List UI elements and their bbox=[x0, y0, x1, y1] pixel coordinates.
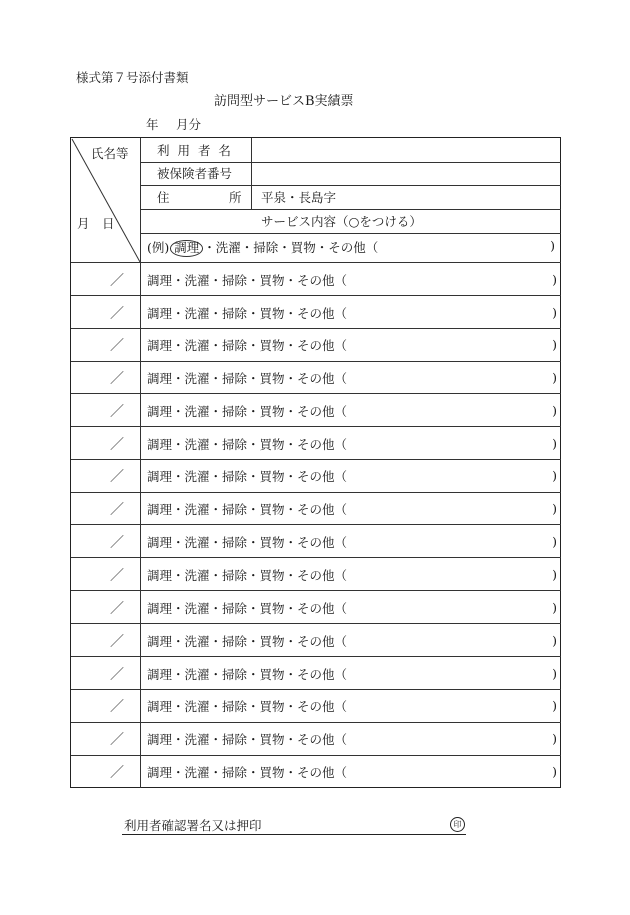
service-options[interactable]: 調理・洗濯・掃除・買物・その他（ bbox=[147, 370, 348, 386]
date-slash: ／ bbox=[110, 567, 124, 584]
period-month-label: 月分 bbox=[176, 117, 202, 132]
service-row[interactable] bbox=[71, 296, 562, 329]
example-close-paren: ) bbox=[550, 238, 555, 253]
period-year-label: 年 bbox=[146, 117, 159, 132]
date-slash: ／ bbox=[110, 501, 124, 518]
close-paren: ) bbox=[552, 436, 557, 451]
example-row bbox=[147, 240, 378, 257]
service-options[interactable]: 調理・洗濯・掃除・買物・その他（ bbox=[147, 501, 348, 517]
service-row[interactable] bbox=[71, 689, 562, 722]
service-row[interactable] bbox=[71, 459, 562, 492]
date-slash: ／ bbox=[110, 370, 124, 387]
service-row[interactable] bbox=[71, 492, 562, 525]
close-paren: ) bbox=[552, 337, 557, 352]
service-options[interactable]: 調理・洗濯・掃除・買物・その他（ bbox=[147, 567, 348, 583]
service-options[interactable]: 調理・洗濯・掃除・買物・その他（ bbox=[147, 436, 348, 452]
close-paren: ) bbox=[552, 305, 557, 320]
service-content-header: サービス内容（○をつける） bbox=[261, 214, 422, 229]
service-row[interactable] bbox=[71, 591, 562, 624]
label-column-divider bbox=[251, 138, 252, 209]
address-label-left: 住 bbox=[157, 190, 170, 205]
close-paren: ) bbox=[552, 633, 557, 648]
service-row[interactable] bbox=[71, 361, 562, 394]
service-options[interactable]: 調理・洗濯・掃除・買物・その他（ bbox=[147, 698, 348, 714]
close-paren: ) bbox=[552, 403, 557, 418]
service-options[interactable]: 調理・洗濯・掃除・買物・その他（ bbox=[147, 534, 348, 550]
service-row[interactable] bbox=[71, 657, 562, 690]
date-slash: ／ bbox=[110, 731, 124, 748]
date-slash: ／ bbox=[110, 337, 124, 354]
row-divider bbox=[140, 233, 561, 234]
service-record-table bbox=[70, 137, 561, 788]
date-slash: ／ bbox=[110, 436, 124, 453]
corner-date-label: 月 日 bbox=[77, 216, 115, 231]
row-divider bbox=[140, 162, 561, 163]
close-paren: ) bbox=[552, 731, 557, 746]
service-row[interactable] bbox=[71, 525, 562, 558]
service-options[interactable]: 調理・洗濯・掃除・買物・その他（ bbox=[147, 337, 348, 353]
service-row[interactable] bbox=[71, 722, 562, 755]
service-options[interactable]: 調理・洗濯・掃除・買物・その他（ bbox=[147, 600, 348, 616]
close-paren: ) bbox=[552, 370, 557, 385]
close-paren: ) bbox=[552, 468, 557, 483]
date-slash: ／ bbox=[110, 764, 124, 781]
service-options[interactable]: 調理・洗濯・掃除・買物・その他（ bbox=[147, 403, 348, 419]
date-slash: ／ bbox=[110, 534, 124, 551]
service-row[interactable] bbox=[71, 427, 562, 460]
service-options[interactable]: 調理・洗濯・掃除・買物・その他（ bbox=[147, 468, 348, 484]
close-paren: ) bbox=[552, 600, 557, 615]
example-services: ・洗濯・掃除・買物・その他（ bbox=[203, 240, 379, 255]
user-name-label: 利 用 者 名 bbox=[157, 143, 233, 158]
service-row[interactable] bbox=[71, 263, 562, 296]
close-paren: ) bbox=[552, 534, 557, 549]
service-options[interactable]: 調理・洗濯・掃除・買物・その他（ bbox=[147, 666, 348, 682]
service-row[interactable] bbox=[71, 558, 562, 591]
service-options[interactable]: 調理・洗濯・掃除・買物・その他（ bbox=[147, 305, 348, 321]
date-slash: ／ bbox=[110, 698, 124, 715]
signature-line[interactable] bbox=[122, 834, 466, 835]
date-slash: ／ bbox=[110, 633, 124, 650]
date-slash: ／ bbox=[110, 305, 124, 322]
close-paren: ) bbox=[552, 666, 557, 681]
date-slash: ／ bbox=[110, 600, 124, 617]
corner-name-label: 氏名等 bbox=[91, 146, 129, 161]
example-prefix: (例) bbox=[147, 240, 170, 255]
service-options[interactable]: 調理・洗濯・掃除・買物・その他（ bbox=[147, 764, 348, 780]
close-paren: ) bbox=[552, 272, 557, 287]
service-options[interactable]: 調理・洗濯・掃除・買物・その他（ bbox=[147, 633, 348, 649]
service-options[interactable]: 調理・洗濯・掃除・買物・その他（ bbox=[147, 272, 348, 288]
row-divider bbox=[140, 209, 561, 210]
seal-mark: 印 bbox=[450, 817, 465, 832]
close-paren: ) bbox=[552, 501, 557, 516]
document-title: 訪問型サービスB実績票 bbox=[214, 94, 354, 109]
close-paren: ) bbox=[552, 567, 557, 582]
close-paren: ) bbox=[552, 764, 557, 779]
date-slash: ／ bbox=[110, 468, 124, 485]
service-row[interactable] bbox=[71, 755, 562, 788]
form-number-note: 様式第７号添付書類 bbox=[76, 70, 189, 85]
date-slash: ／ bbox=[110, 272, 124, 289]
insured-number-label: 被保険者番号 bbox=[157, 166, 233, 181]
date-slash: ／ bbox=[110, 666, 124, 683]
address-label-right: 所 bbox=[229, 190, 242, 205]
close-paren: ) bbox=[552, 698, 557, 713]
service-row[interactable] bbox=[71, 394, 562, 427]
date-slash: ／ bbox=[110, 403, 124, 420]
service-row[interactable] bbox=[71, 328, 562, 361]
address-value[interactable]: 平泉・長島字 bbox=[261, 190, 337, 205]
row-divider bbox=[140, 185, 561, 186]
signature-label: 利用者確認署名又は押印 bbox=[124, 818, 262, 833]
service-row[interactable] bbox=[71, 624, 562, 657]
service-options[interactable]: 調理・洗濯・掃除・買物・その他（ bbox=[147, 731, 348, 747]
example-circled-option: 調理 bbox=[170, 240, 203, 257]
